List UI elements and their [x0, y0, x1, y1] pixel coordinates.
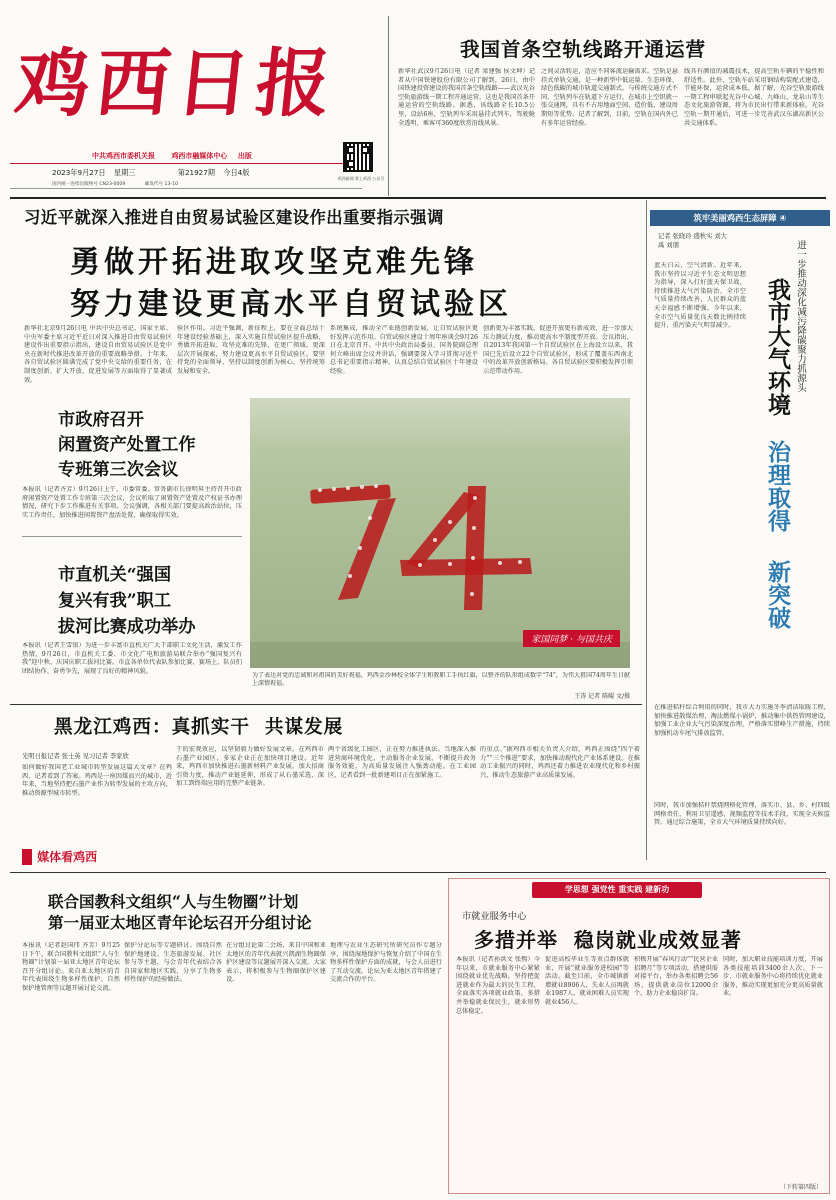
qr-caption: 鸡西新闻 掌上鸡西 公众号 [337, 176, 385, 181]
photo-credit: 王涛 记者 陈鲲 文/摄 [574, 693, 630, 700]
heilongjiang-col4: 的重点。”据鸡西市相关负责人介绍，鸡西正围绕“四个着力”“三个推进”要求，加快推动现代化产业体系建设。在推动工业振兴的同时，鸡西还着力推进农业现代化和乡村振兴，推动生态旅游产业高质量发展。 [480, 746, 640, 779]
air-headline-2[interactable]: 治理取得 [764, 440, 790, 532]
media-tag-mark [22, 849, 32, 865]
heilongjiang-col2: 干的宏观效应，以坚韧毅力做好发展文章。在鸡西市石墨产业园区，多家企业正在加快项目建设。近年来，鸡西市加快推进石墨新材料产业发展，加大招商引资力度，推动产业链延伸，形成了从石墨采选、深加工到终端应用的完整产业链条。 [176, 746, 324, 788]
forum-col1: 本报讯（记者赵国伟 齐芳）9月25日下午，联合国教科文组织“人与生物圈”计划第一届亚太地区青年论坛召开分组讨论。来自亚太地区的青年代表围绕生物多样性保护、自然保护地管理等议题开展讨论交流。 [22, 942, 120, 992]
photo-caption: 为了表达对党的忠诚和对祖国的美好祝福，鸡西金沙林校全体学生和教职工手执红旗，以整齐的队形组成数字“74”，为伟大祖国74周年生日献上深情祝福。 [252, 672, 630, 688]
employment-col4: 同时，加大职业技能培训力度，开展各类技能培训3400余人次。下一步，市就业服务中心将持续优化就业服务，推动实现更加充分更高质量就业。 [723, 956, 823, 998]
meeting-body: 本报讯（记者齐芳）9月26日上午，市委常委、常务副市长徐明昇主持召开市政府闲置资产处置工作专班第三次会议，会议听取了闲置资产处置及产权证书办理情况，研究下步工作推进有关事项。会议强调，各相关部门要提高政治站位，压实工作责任，加快推进闲置资产盘活处置，确保取得实效。 [22, 486, 242, 519]
forum-headline-2[interactable]: 第一届亚太地区青年论坛召开分组讨论 [48, 913, 312, 932]
employment-col1: 本报讯（记者孙洪文 张熙）今年以来，市就业服务中心紧紧围绕就业优先战略，坚持把促进就业作为最大的民生工程，全面落实各项就业政策，多措并举稳就业保民生，就业形势总体稳定。 [456, 956, 540, 1015]
photo-tag: 家国同梦 · 与国共庆 [523, 630, 620, 647]
top-story-col3: 线具有颜值的减震技术，提高空轨车辆的平稳性和舒适性。此外，空轨车站采用钢结构装配式建造，节能环保，运营成本低。据了解，光谷空轨旅游线一期工程串联起光谷中心城、九峰山、龙泉山等生态文化旅游资源，将为市民出行带来新体验。光谷空轨一期开通后，可进一步完善武汉东湖高新区公共交通体系。 [684, 68, 824, 127]
tug-headline-1[interactable]: 市直机关“强国 [58, 565, 172, 585]
photo-74[interactable] [250, 398, 630, 668]
masthead-title [11, 22, 344, 147]
employment-col2: 促进高校毕业生等重点群体就业，开展“就业服务进校园”等活动。截至目前，全市城镇新增就业8906人，失业人员再就业1987人，就业困难人员实现就业456人。 [545, 956, 629, 1006]
air-subtitle: 进一步推动深化减污降碳聚力抓源头 [795, 240, 806, 392]
media-tag[interactable]: 媒体看鸡西 [22, 846, 142, 868]
lead-col3: 系统集成，推动全产业链创新发展，让自贸试验区更好发挥示范作用。自贸试验区建设十周年座谈会9月26日在北京召开。中共中央政治局委员、国务院副总理何立峰出席会议并讲话，强调要深入学习贯彻习近平总书记重要指示精神，认真总结自贸试验区十年建设经验。 [330, 325, 478, 375]
tug-body: 本报讯（记者王雪银）为进一步丰富市直机关广大干部职工文化生活，激发工作热情，9月26日，市直机关工委、市文化广电和旅游局联合举办“强国复兴有我”迎中秋、庆国庆职工拔河比赛。市直各单位代表队参加比赛，赛场上，队员们团结协作、奋勇争先，展现了良好的精神风貌。 [22, 642, 242, 675]
employment-col3: 积极开展“春风行动”“民营企业招聘月”等专项活动，搭建供需对接平台，举办各类招聘会56场，提供就业岗位12000余个，助力企业稳岗扩岗。 [634, 956, 718, 998]
issue-date: 2023年9月27日 [52, 168, 106, 177]
air-authors: 记者 张晓玲 盛秋实 刘大禹 刘朋 [658, 233, 727, 249]
meeting-headline-2[interactable]: 闲置资产处置工作 [58, 435, 196, 455]
tug-headline-2[interactable]: 复兴有我”职工 [58, 591, 172, 611]
heilongjiang-headline[interactable]: 黑龙江鸡西：真抓实干 共谋发展 [54, 717, 344, 738]
forum-headline-1[interactable]: 联合国教科文组织“人与生物圈”计划 [48, 892, 299, 911]
lead-col2: 验区作用。习近平强调，新征程上，要在全面总结十年建设经验基础上，深入实施自贸试验区提升战略，勇做开拓进取、攻坚克难的先锋，在更广领域、更深层次开展探索，努力建设更高水平自贸试验区。要坚持党的全面领导，坚持以制度创新为核心，坚持统筹发展和安全。 [177, 325, 325, 375]
photo-figure-svg [250, 398, 630, 668]
tug-headline-3[interactable]: 拔河比赛成功举办 [58, 617, 196, 637]
qr-code[interactable] [343, 142, 373, 172]
masthead-credits: 中共鸡西市委机关报 鸡西市融媒体中心 出版 [92, 152, 252, 160]
lead-col1: 新华社北京9月26日电 中共中央总书记、国家主席、中央军委主席习近平近日对深入推进自由贸易试验区建设作出重要指示指出，建设自由贸易试验区是党中央在新时代推进改革开放的重要战略举措。十年来，各自贸试验区圆满完成了党中央交给的重要任务，在制度创新、扩大开放、促进发展等方面取得了显著成效。 [24, 325, 172, 384]
lead-col4: 创新更为丰富实践，促进开放更有新成效，进一步加大压力测试力度，推动更高水平制度型开放。会议指出，自2013年我国第一个自贸试验区在上海设立以来，我国已先后设立22个自贸试验区，形成了覆盖东西南北中的改革开放创新格局。各自贸试验区要积极发挥引领示范带动作用。 [483, 325, 633, 375]
heilongjiang-byline: 光明日报记者 张士英 见习记者 李家欣 [22, 753, 129, 760]
masthead-dateline: 2023年9月27日 星期三 第21927期 今日4版 [52, 168, 250, 177]
heilongjiang-col1: 如何做好我国老工业城市转型发展这篇大文章？在鸡西，记者看到了答案。鸡西是一座因煤而兴的城市，近年来，当地坚持把石墨产业作为转型发展的主攻方向，推动资源型城市转型。 [22, 764, 172, 797]
lead-headline-2[interactable]: 努力建设更高水平自贸试验区 [70, 287, 512, 322]
employment-headline[interactable]: 多措并举 稳岗就业成效显著 [474, 928, 742, 952]
forum-col4: 地理与农业生态研究所研究员作专题分享，围绕湿地保护与恢复介绍了中国在生物多样性保护方面的成就，与会人员进行了互动交流。论坛为亚太地区青年搭建了交流合作的平台。 [330, 942, 442, 984]
heilongjiang-col3: 两个省级化工园区，正在努力推进执法。当地深入推进营商环境优化，主动服务企业发展，不断提升政务服务效能，为高质量发展注入强劲动能。在工业园区，记者看到一批新建项目正在加紧施工。 [328, 746, 476, 779]
top-story-headline[interactable]: 我国首条空轨线路开通运营 [460, 38, 707, 61]
employment-continued: （下转第四版） [780, 1184, 823, 1191]
masthead-logo-text: 鸡西日报 [11, 41, 341, 127]
meeting-headline-1[interactable]: 市政府召开 [58, 410, 144, 430]
air-body-3: 同时，我市加强秸秆禁烧网格化管理，落实市、县、乡、村四级网格责任，利用卫星遥感、视频监控等技术手段，实现全天候监管。通过综合施策，全市大气环境质量持续向好。 [654, 802, 830, 827]
employment-subtitle: 市就业服务中心 [462, 911, 527, 922]
meeting-headline-3[interactable]: 专班第三次会议 [58, 460, 179, 480]
air-headline-1[interactable]: 我市大气环境 [764, 278, 790, 416]
series-banner[interactable]: 筑牢美丽鸡西生态屏障 ④ [650, 210, 830, 226]
top-story-col1: 新华社武汉9月26日电（记者 梁建强 侯文坤）记者从中国铁建股份有限公司了解到，26日，由中国铁建投资建设的我国首条空轨线路——武汉光谷空轨旅游线一期工程开通运营，这也是我国首条开通运营的空轨线路。据悉，该线路全长10.5公里，设站6座，空轨列车采用悬挂式列车，驾驶舱全透明，乘客可360度欣赏沿线风景。 [398, 68, 535, 127]
forum-col3: 在分组讨论第二会场，来自中国和亚太地区的青年代表就兴凯湖生物圈保护区建设等议题展开深入交流。大家表示，将积极参与生物圈保护区建设。 [226, 942, 326, 984]
employment-banner[interactable]: 学思想 强党性 重实践 建新功 [532, 882, 702, 898]
air-body-2: 在推进秸秆综合利用的同时，我市大力实施冬季清洁取暖工程，加快推进散煤治理，淘汰燃煤小锅炉，推动集中供热管网建设，加强工业企业大气污染深度治理，严格落实错峰生产措施，持续加强机动车尾气排放监管。 [654, 704, 830, 737]
top-story-col2: 之间灵活转运，适应不同客流运输需求。空轨是悬挂式单轨交通，是一种新型中低运量、生态环保、绿色低碳的城市轨道交通制式。与传统交通方式不同，空轨列车在轨道下方运行，在城市上空织就一张交通网，具有不占用地面空间、造价低、建设周期短等优势。记者了解到，目前，空轨在国内外已有多年运营经验。 [541, 68, 678, 127]
lead-headline-1[interactable]: 勇做开拓进取攻坚克难先锋 [70, 245, 478, 280]
air-body-1: 蓝天白云，空气清新。近年来，我市坚持以习近平生态文明思想为指导，深入打好蓝天保卫战，持续推进大气污染防治，全市空气质量持续改善，人民群众的蓝天幸福感不断增强。今年以来，全市空气质量优良天数比例持续提升，重污染天气明显减少。 [654, 262, 746, 330]
masthead-codes: 国内统一连续出版物号 CN23-0009 邮发代号 13-10 [52, 182, 178, 187]
issue-number: 第21927期 [177, 168, 215, 177]
lead-kicker: 习近平就深入推进自由贸易试验区建设作出重要指示强调 [24, 208, 444, 227]
forum-col2: 保护分论坛等专题研讨。围绕自然保护地建设、生态旅游发展、社区参与等主题，与会青年代表结合各自国家和地区实践，分享了生物多样性保护的经验做法。 [124, 942, 222, 984]
air-headline-3[interactable]: 新突破 [764, 560, 790, 629]
